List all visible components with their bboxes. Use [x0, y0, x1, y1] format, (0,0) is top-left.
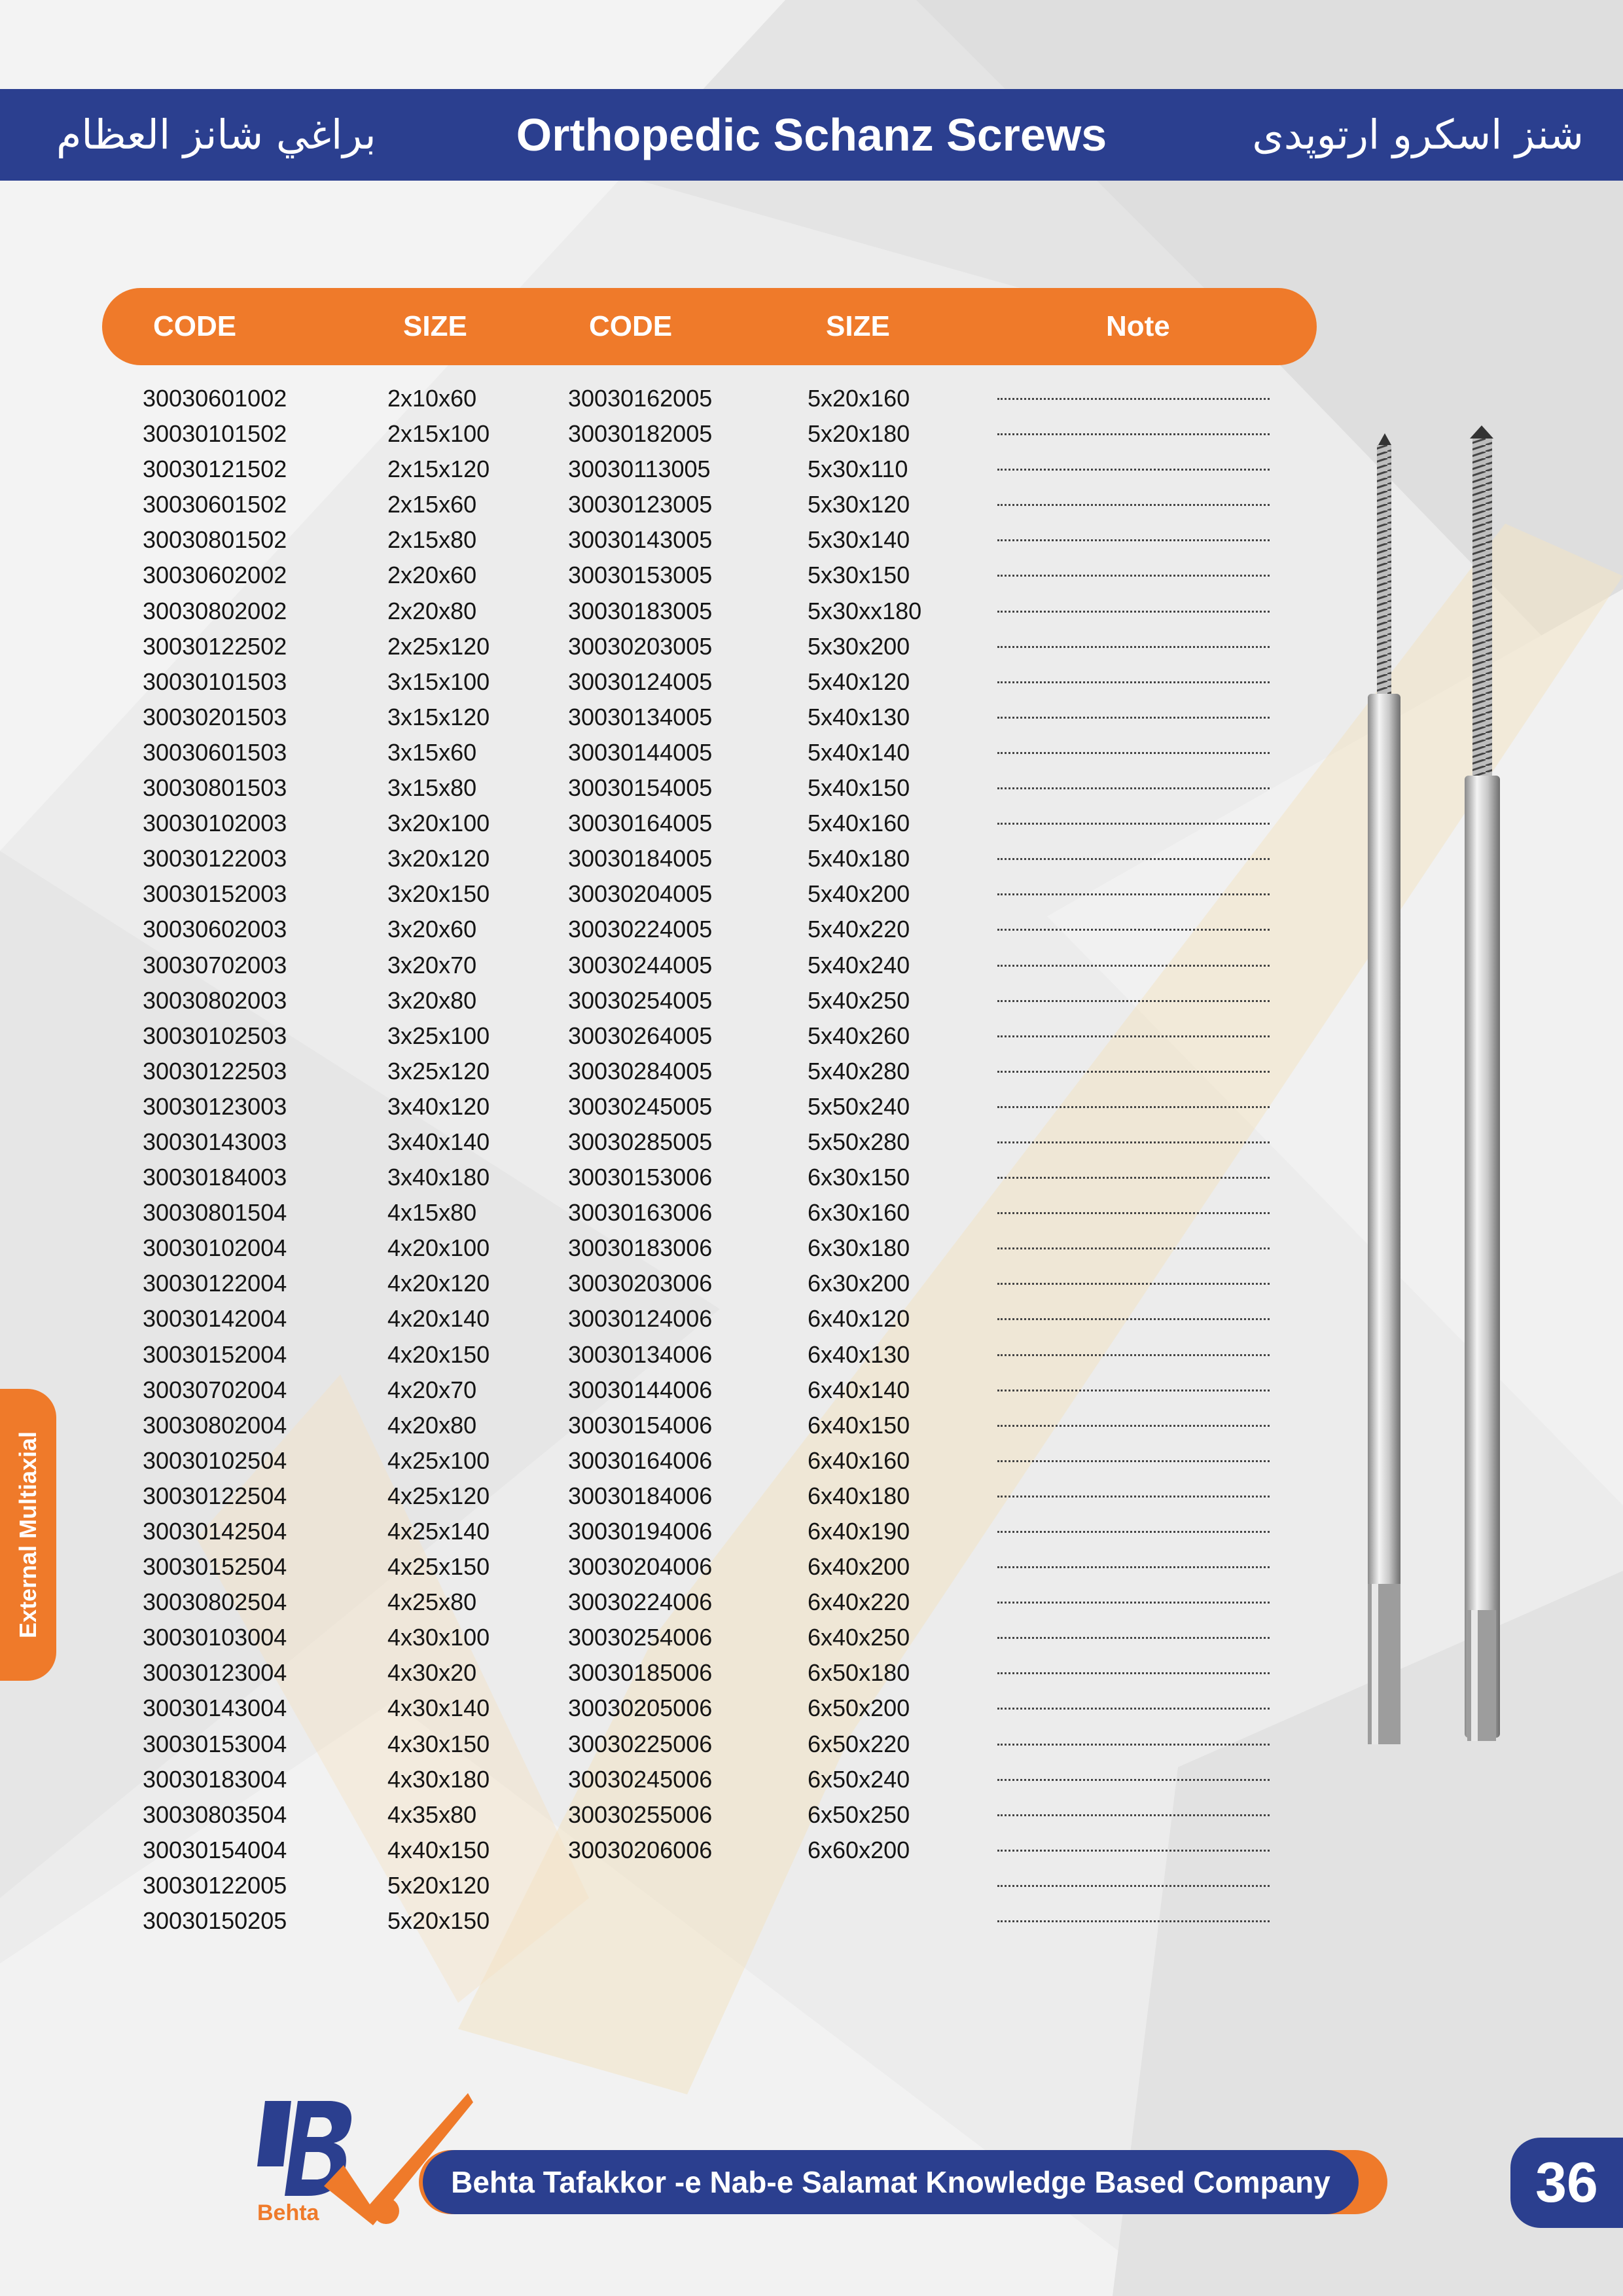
table-cell-size: 5x20x120: [387, 1871, 490, 1899]
table-cell-code: 30030224005: [568, 916, 713, 943]
note-dotted-line: [997, 841, 1270, 876]
table-cell-code: 30030143004: [143, 1695, 287, 1722]
table-cell-code: 30030601503: [143, 738, 287, 766]
table-cell-code: 30030184005: [568, 845, 713, 872]
table-cell-size: 3x40x120: [387, 1092, 490, 1120]
table-cell-code: 30030284005: [568, 1057, 713, 1085]
note-dotted-line: [997, 912, 1270, 947]
table-cell-size: 5x40x130: [808, 703, 910, 730]
table-cell-code: 30030121502: [143, 456, 287, 483]
table-cell-code: 30030152504: [143, 1553, 287, 1581]
page-number: 36: [1510, 2138, 1623, 2228]
table-cell-code: 30030204005: [568, 880, 713, 908]
left-code-column: [143, 381, 287, 1939]
table-cell-size: 2x15x60: [387, 491, 477, 518]
table-cell-code: 30030601002: [143, 385, 287, 412]
table-cell-size: 6x50x220: [808, 1730, 910, 1757]
table-cell-size: 5x20x180: [808, 420, 910, 448]
table-cell-size: 4x30x180: [387, 1765, 490, 1793]
note-dotted-line: [997, 1301, 1270, 1336]
table-cell-size: 3x25x120: [387, 1057, 490, 1085]
table-cell-code: 30030122502: [143, 632, 287, 660]
table-cell-size: 6x50x250: [808, 1801, 910, 1828]
note-dotted-line: [997, 1868, 1270, 1903]
note-dotted-line: [997, 1833, 1270, 1868]
table-cell-size: 4x20x80: [387, 1411, 477, 1439]
page-title: Orthopedic Schanz Screws: [516, 109, 1107, 160]
table-cell-code: 30030803504: [143, 1801, 287, 1828]
table-cell-size: 6x30x160: [808, 1199, 910, 1227]
table-cell-code: 30030183006: [568, 1234, 713, 1262]
table-cell-code: 30030601502: [143, 491, 287, 518]
table-cell-code: 30030164006: [568, 1446, 713, 1474]
table-cell-code: 30030802004: [143, 1411, 287, 1439]
table-cell-size: 4x25x150: [387, 1553, 490, 1581]
table-cell-code: 30030801503: [143, 774, 287, 802]
note-dotted-line: [997, 1408, 1270, 1443]
header-arabic-title: براغي شانز العظام: [56, 111, 376, 158]
table-cell-size: 6x40x130: [808, 1340, 910, 1368]
table-cell-code: 30030203005: [568, 632, 713, 660]
note-dotted-line: [997, 1230, 1270, 1266]
table-cell-code: 30030101502: [143, 420, 287, 448]
table-cell-code: 30030113005: [568, 456, 711, 483]
table-cell-code: 30030144006: [568, 1376, 713, 1403]
note-dotted-line: [997, 381, 1270, 416]
table-cell-size: 6x30x150: [808, 1164, 910, 1191]
table-cell-code: 30030142504: [143, 1518, 287, 1545]
note-dotted-line: [997, 487, 1270, 522]
table-cell-size: 4x30x140: [387, 1695, 490, 1722]
table-cell-code: 30030134005: [568, 703, 713, 730]
table-cell-code: 30030102003: [143, 810, 287, 837]
table-cell-code: 30030123005: [568, 491, 713, 518]
table-cell-code: 30030150205: [143, 1907, 287, 1935]
note-dotted-line: [997, 1372, 1270, 1408]
table-cell-size: 5x40x260: [808, 1022, 910, 1049]
table-cell-code: 30030184003: [143, 1164, 287, 1191]
note-dotted-line: [997, 1727, 1270, 1762]
table-cell-code: 30030101503: [143, 668, 287, 695]
table-cell-code: 30030184006: [568, 1482, 713, 1509]
table-cell-code: 30030194006: [568, 1518, 713, 1545]
note-dotted-line: [997, 1266, 1270, 1301]
table-cell-code: 30030802003: [143, 986, 287, 1014]
table-cell-code: 30030163006: [568, 1199, 713, 1227]
table-cell-size: 5x40x150: [808, 774, 910, 802]
table-cell-size: 6x40x250: [808, 1624, 910, 1651]
table-cell-size: 6x50x200: [808, 1695, 910, 1722]
table-cell-size: 4x20x150: [387, 1340, 490, 1368]
table-cell-size: 6x50x180: [808, 1659, 910, 1687]
table-cell-size: 5x40x280: [808, 1057, 910, 1085]
table-cell-size: 2x15x80: [387, 526, 477, 554]
note-dotted-line: [997, 1691, 1270, 1726]
table-cell-code: 30030185006: [568, 1659, 713, 1687]
table-cell-size: 6x40x120: [808, 1305, 910, 1333]
note-dotted-line: [997, 1160, 1270, 1195]
note-dotted-line: [997, 1479, 1270, 1514]
table-cell-code: 30030264005: [568, 1022, 713, 1049]
table-cell-code: 30030201503: [143, 703, 287, 730]
table-cell-code: 30030245006: [568, 1765, 713, 1793]
note-dotted-line: [997, 1337, 1270, 1372]
column-header-size-2: SIZE: [826, 310, 890, 342]
table-cell-size: 5x40x120: [808, 668, 910, 695]
table-cell-size: 3x15x60: [387, 738, 477, 766]
table-cell-size: 4x20x120: [387, 1270, 490, 1297]
table-cell-size: 2x15x100: [387, 420, 490, 448]
table-cell-size: 3x20x150: [387, 880, 490, 908]
table-cell-code: 30030154006: [568, 1411, 713, 1439]
table-cell-size: 3x20x60: [387, 916, 477, 943]
note-dotted-line: [997, 983, 1270, 1018]
table-cell-size: 6x40x220: [808, 1588, 910, 1616]
column-header-code-1: CODE: [153, 310, 237, 342]
table-cell-size: 3x25x100: [387, 1022, 490, 1049]
table-cell-code: 30030801504: [143, 1199, 287, 1227]
table-cell-code: 30030143003: [143, 1128, 287, 1155]
table-cell-size: 5x30x140: [808, 526, 910, 554]
note-dotted-line: [997, 1655, 1270, 1691]
table-cell-size: 4x25x140: [387, 1518, 490, 1545]
table-cell-size: 5x40x220: [808, 916, 910, 943]
footer-company-name: Behta Tafakkor -e Nab-e Salamat Knowledge Based Company: [423, 2150, 1359, 2214]
table-cell-size: 6x40x190: [808, 1518, 910, 1545]
note-dotted-line: [997, 770, 1270, 806]
table-cell-code: 30030152004: [143, 1340, 287, 1368]
table-cell-size: 6x50x240: [808, 1765, 910, 1793]
note-dotted-line: [997, 1903, 1270, 1939]
note-dotted-line: [997, 629, 1270, 664]
note-dotted-line: [997, 1585, 1270, 1620]
table-cell-size: 3x15x120: [387, 703, 490, 730]
table-cell-size: 6x30x200: [808, 1270, 910, 1297]
note-dotted-line: [997, 948, 1270, 983]
table-cell-size: 5x30x200: [808, 632, 910, 660]
table-cell-size: 3x15x100: [387, 668, 490, 695]
table-cell-size: 5x20x160: [808, 385, 910, 412]
note-dotted-line: [997, 1018, 1270, 1054]
table-cell-code: 30030154004: [143, 1836, 287, 1863]
table-cell-size: 4x30x100: [387, 1624, 490, 1651]
table-cell-size: 4x30x20: [387, 1659, 477, 1687]
note-dotted-line: [997, 1054, 1270, 1089]
table-cell-size: 5x40x240: [808, 951, 910, 978]
table-cell-size: 3x40x140: [387, 1128, 490, 1155]
table-cell-size: 3x20x70: [387, 951, 477, 978]
table-cell-code: 30030142004: [143, 1305, 287, 1333]
table-cell-code: 30030204006: [568, 1553, 713, 1581]
note-dotted-line: [997, 1195, 1270, 1230]
table-cell-size: 6x40x140: [808, 1376, 910, 1403]
table-cell-code: 30030802504: [143, 1588, 287, 1616]
table-cell-code: 30030154005: [568, 774, 713, 802]
table-cell-size: 6x60x200: [808, 1836, 910, 1863]
table-cell-code: 30030153004: [143, 1730, 287, 1757]
table-cell-code: 30030602002: [143, 562, 287, 589]
table-cell-code: 30030162005: [568, 385, 713, 412]
note-dotted-line: [997, 1797, 1270, 1833]
table-cell-size: 3x40x180: [387, 1164, 490, 1191]
table-cell-size: 5x30x120: [808, 491, 910, 518]
table-cell-size: 5x20x150: [387, 1907, 490, 1935]
table-cell-code: 30030164005: [568, 810, 713, 837]
table-cell-size: 2x20x80: [387, 597, 477, 624]
table-cell-size: 4x20x140: [387, 1305, 490, 1333]
table-cell-size: 4x35x80: [387, 1801, 477, 1828]
table-cell-size: 5x40x200: [808, 880, 910, 908]
table-cell-code: 30030123003: [143, 1092, 287, 1120]
table-cell-code: 30030153005: [568, 562, 713, 589]
side-tab-category: [0, 1389, 56, 1681]
table-cell-size: 6x40x180: [808, 1482, 910, 1509]
table-cell-size: 3x20x100: [387, 810, 490, 837]
note-dotted-line: [997, 735, 1270, 770]
table-cell-code: 30030203006: [568, 1270, 713, 1297]
note-dotted-line: [997, 806, 1270, 841]
table-cell-code: 30030183005: [568, 597, 713, 624]
table-cell-code: 30030205006: [568, 1695, 713, 1722]
note-dotted-line: [997, 1549, 1270, 1585]
table-cell-code: 30030103004: [143, 1624, 287, 1651]
table-cell-size: 3x15x80: [387, 774, 477, 802]
note-dotted-line: [997, 558, 1270, 593]
header-persian-title: شنز اسکرو ارتوپدی: [1252, 111, 1584, 158]
table-cell-size: 5x30x150: [808, 562, 910, 589]
table-cell-size: 4x25x80: [387, 1588, 477, 1616]
table-cell-size: 2x25x120: [387, 632, 490, 660]
table-cell-size: 4x20x100: [387, 1234, 490, 1262]
note-dotted-line: [997, 1762, 1270, 1797]
table-cell-size: 4x15x80: [387, 1199, 477, 1227]
table-cell-size: 5x40x180: [808, 845, 910, 872]
schanz-screws-image: [1348, 419, 1518, 1754]
table-cell-code: 30030245005: [568, 1092, 713, 1120]
table-cell-code: 30030182005: [568, 420, 713, 448]
table-cell-code: 30030602003: [143, 916, 287, 943]
left-size-column: [387, 381, 490, 1939]
note-dotted-line: [997, 876, 1270, 912]
table-cell-code: 30030144005: [568, 738, 713, 766]
table-cell-size: 6x40x160: [808, 1446, 910, 1474]
note-dotted-line: [997, 664, 1270, 700]
table-cell-code: 30030153006: [568, 1164, 713, 1191]
table-cell-size: 4x25x100: [387, 1446, 490, 1474]
table-cell-size: 2x10x60: [387, 385, 477, 412]
table-cell-code: 30030123004: [143, 1659, 287, 1687]
table-cell-size: 4x20x70: [387, 1376, 477, 1403]
note-dotted-line: [997, 1514, 1270, 1549]
note-dotted-line: [997, 1620, 1270, 1655]
logo-wordmark: Behta: [257, 2200, 319, 2225]
table-cell-code: 30030122504: [143, 1482, 287, 1509]
note-dotted-line: [997, 522, 1270, 558]
table-cell-code: 30030102004: [143, 1234, 287, 1262]
table-cell-size: 5x50x280: [808, 1128, 910, 1155]
table-cell-size: 4x25x120: [387, 1482, 490, 1509]
table-cell-code: 30030102503: [143, 1022, 287, 1049]
table-cell-code: 30030122005: [143, 1871, 287, 1899]
table-cell-size: 5x40x250: [808, 986, 910, 1014]
table-cell-code: 30030122503: [143, 1057, 287, 1085]
column-header-note: Note: [1106, 310, 1170, 342]
note-dotted-line: [997, 416, 1270, 452]
table-cell-code: 30030183004: [143, 1765, 287, 1793]
table-cell-size: 5x30x110: [808, 456, 908, 483]
note-dotted-line: [997, 594, 1270, 629]
column-header-size-1: SIZE: [403, 310, 467, 342]
table-cell-size: 3x20x120: [387, 845, 490, 872]
table-cell-code: 30030244005: [568, 951, 713, 978]
note-dotted-line: [997, 452, 1270, 487]
side-tab-label: External Multiaxial: [14, 1431, 41, 1639]
table-cell-size: 2x15x120: [387, 456, 490, 483]
table-cell-code: 30030254005: [568, 986, 713, 1014]
table-cell-code: 30030206006: [568, 1836, 713, 1863]
table-cell-code: 30030124006: [568, 1305, 713, 1333]
table-cell-size: 6x40x150: [808, 1411, 910, 1439]
table-cell-size: 5x50x240: [808, 1092, 910, 1120]
table-cell-size: 5x30xx180: [808, 597, 922, 624]
table-cell-size: 3x20x80: [387, 986, 477, 1014]
table-cell-code: 30030702004: [143, 1376, 287, 1403]
table-cell-code: 30030255006: [568, 1801, 713, 1828]
note-dotted-line: [997, 1089, 1270, 1124]
table-cell-code: 30030225006: [568, 1730, 713, 1757]
table-cell-size: 5x40x160: [808, 810, 910, 837]
table-cell-code: 30030802002: [143, 597, 287, 624]
column-header-code-2: CODE: [589, 310, 673, 342]
table-cell-size: 6x40x200: [808, 1553, 910, 1581]
right-size-column: [808, 381, 921, 1868]
note-column: [997, 381, 1270, 1939]
note-dotted-line: [997, 1124, 1270, 1160]
table-cell-size: 4x40x150: [387, 1836, 490, 1863]
table-cell-code: 30030122003: [143, 845, 287, 872]
table-cell-size: 2x20x60: [387, 562, 477, 589]
table-cell-code: 30030254006: [568, 1624, 713, 1651]
note-dotted-line: [997, 700, 1270, 735]
table-cell-size: 5x40x140: [808, 738, 910, 766]
table-cell-code: 30030143005: [568, 526, 713, 554]
table-cell-code: 30030285005: [568, 1128, 713, 1155]
note-dotted-line: [997, 1443, 1270, 1479]
table-cell-code: 30030801502: [143, 526, 287, 554]
table-cell-size: 4x30x150: [387, 1730, 490, 1757]
table-cell-code: 30030152003: [143, 880, 287, 908]
table-cell-code: 30030122004: [143, 1270, 287, 1297]
right-code-column: [568, 381, 712, 1868]
table-cell-code: 30030224006: [568, 1588, 713, 1616]
table-cell-size: 6x30x180: [808, 1234, 910, 1262]
table-cell-code: 30030124005: [568, 668, 713, 695]
table-cell-code: 30030134006: [568, 1340, 713, 1368]
table-cell-code: 30030102504: [143, 1446, 287, 1474]
table-cell-code: 30030702003: [143, 951, 287, 978]
